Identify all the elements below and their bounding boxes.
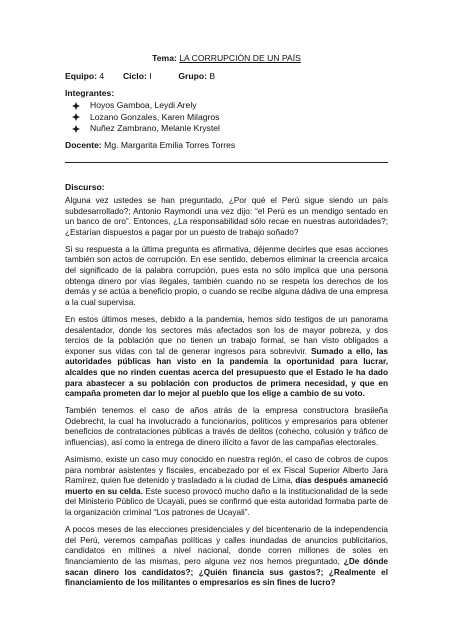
tema-value: LA CORRUPCIÓN DE UN PAÍS — [179, 53, 301, 63]
tema-label: Tema: — [152, 53, 177, 63]
member-name: Nuñez Zambrano, Melanie Krystel — [90, 123, 220, 133]
integrantes-label: Integrantes: — [65, 88, 115, 98]
four-diamond-bullet-icon — [72, 113, 80, 121]
list-item — [72, 112, 220, 124]
paragraph-6 — [65, 525, 388, 589]
tema-line — [0, 53, 453, 63]
paragraph-6-bold: ¿De dónde sacan dinero los candidatos?; ¿Quién financia sus gastos?; ¿Realmente el financiamiento de los militantes o empresarios es sin fines de lucro? — [65, 556, 389, 588]
paragraph-5-text-end: Este suceso provocó mucho daño a la institucionalidad de la sede del Ministerio Público de Ucayali, pues se confirmó que esta autoridad formaba parte de la organización criminal “Los patrones de Ucayali”. — [65, 486, 388, 518]
paragraph-3-text: En estos últimos meses, debido a la pandemia, hemos sido testigos de un panorama desalentador, donde los sectores más afectados son los de mayor pobreza, y dos tercios de la población que no tienen un trabajo formal, se han visto obligados a exponer sus vidas con tal de generar ingresos para sobrevivir. — [65, 314, 388, 356]
paragraph-3-bold: Sumado a ello, las autoridades públicas han visto en la pandemia la oportunidad para lucrar, alcaldes que no rinden cuentas acerca del presupuesto que el Estado le ha dado para abastecer a su población con productos de primera necesidad, y que en campaña prometen dar lo mejor al pueblo que los elige a cambio de su voto. — [65, 346, 388, 399]
grupo-label: Grupo: — [178, 71, 208, 81]
equipo-label: Equipo: — [65, 71, 97, 81]
list-item — [72, 100, 220, 112]
member-name: Hoyos Gamboa, Leydi Arely — [90, 100, 197, 110]
four-diamond-bullet-icon — [72, 102, 80, 110]
four-diamond-bullet-icon — [72, 125, 80, 133]
ciclo-label: Ciclo: — [122, 71, 147, 81]
paragraph-5-text: Asimismo, existe un caso muy conocido en nuestra región, el caso de cobros de cupos para nombrar asistentes y fiscales, encabezado por el ex Fiscal Superior Alberto Jara Ramírez, quien fue detenido y trasladado a la ciudad de Lima, — [65, 455, 388, 486]
list-item — [72, 123, 220, 135]
discurso-body — [65, 196, 388, 595]
paragraph-6-text: A pocos meses de las elecciones presidenciales y del bicentenario de la independencia del Perú, veremos campañas políticas y calles inundadas de anuncios publicitarios, candidatos en mítines a nivel nacional, donde corren millones de soles en financiamiento de las mismas, pero alguna vez nos hemos preguntado, — [65, 525, 388, 566]
ciclo-value: I — [149, 71, 152, 81]
members-list — [72, 100, 220, 135]
equipo-value: 4 — [99, 71, 105, 81]
paragraph-4: También tenemos el caso de años atrás de la empresa constructora brasileña Odebrecht, la cual ha involucrado a funcionarios, políticos y empresarios para obtener beneficios de contrataciones públicas a través de delitos (cohecho, colusión y tráfico de influencias), así como la entrega de dinero ilícito a favor de las campañas electorales. — [65, 406, 388, 447]
docente-line — [65, 140, 235, 150]
member-name: Lozano Gonzales, Karen Milagros — [90, 111, 220, 122]
paragraph-5-bold: días después amaneció muerto en su celda. — [65, 476, 389, 496]
discurso-title: Discurso: — [65, 182, 105, 192]
paragraph-3 — [65, 315, 388, 400]
divider — [65, 162, 388, 163]
docente-label: Docente: — [65, 140, 102, 150]
team-info-line — [65, 71, 215, 81]
grupo-value: B — [209, 71, 216, 81]
paragraph-1: Alguna vez ustedes se han preguntado, ¿Por qué el Perú sigue siendo un país subdesarrollado?; Antonio Raymondi una vez dijo: “el Perú es un mendigo sentado en un banco de oro”. Entonces, ¿La responsabilidad sólo recae en nuestras autoridades?; ¿Estarían dispuestos a pagar por un puesto de trabajo soñado? — [65, 196, 388, 237]
docente-value: Mg. Margarita Emilia Torres Torres — [104, 140, 236, 150]
paragraph-2: Si su respuesta a la última pregunta es afirmativa, déjenme decirles que esas acciones también son actos de corrupción. En ese sentido, debemos eliminar la creencia arcaica del significado de la palabra corrupción, pues esta no sólo implica que una persona obtenga dinero por vías ilegales, también cuando no se respeta los derechos de los demás y se actúa a beneficio propio, o cuando se recibe alguna dádiva de una empresa a la cual supervisa. — [65, 244, 388, 307]
paragraph-5 — [65, 455, 388, 519]
